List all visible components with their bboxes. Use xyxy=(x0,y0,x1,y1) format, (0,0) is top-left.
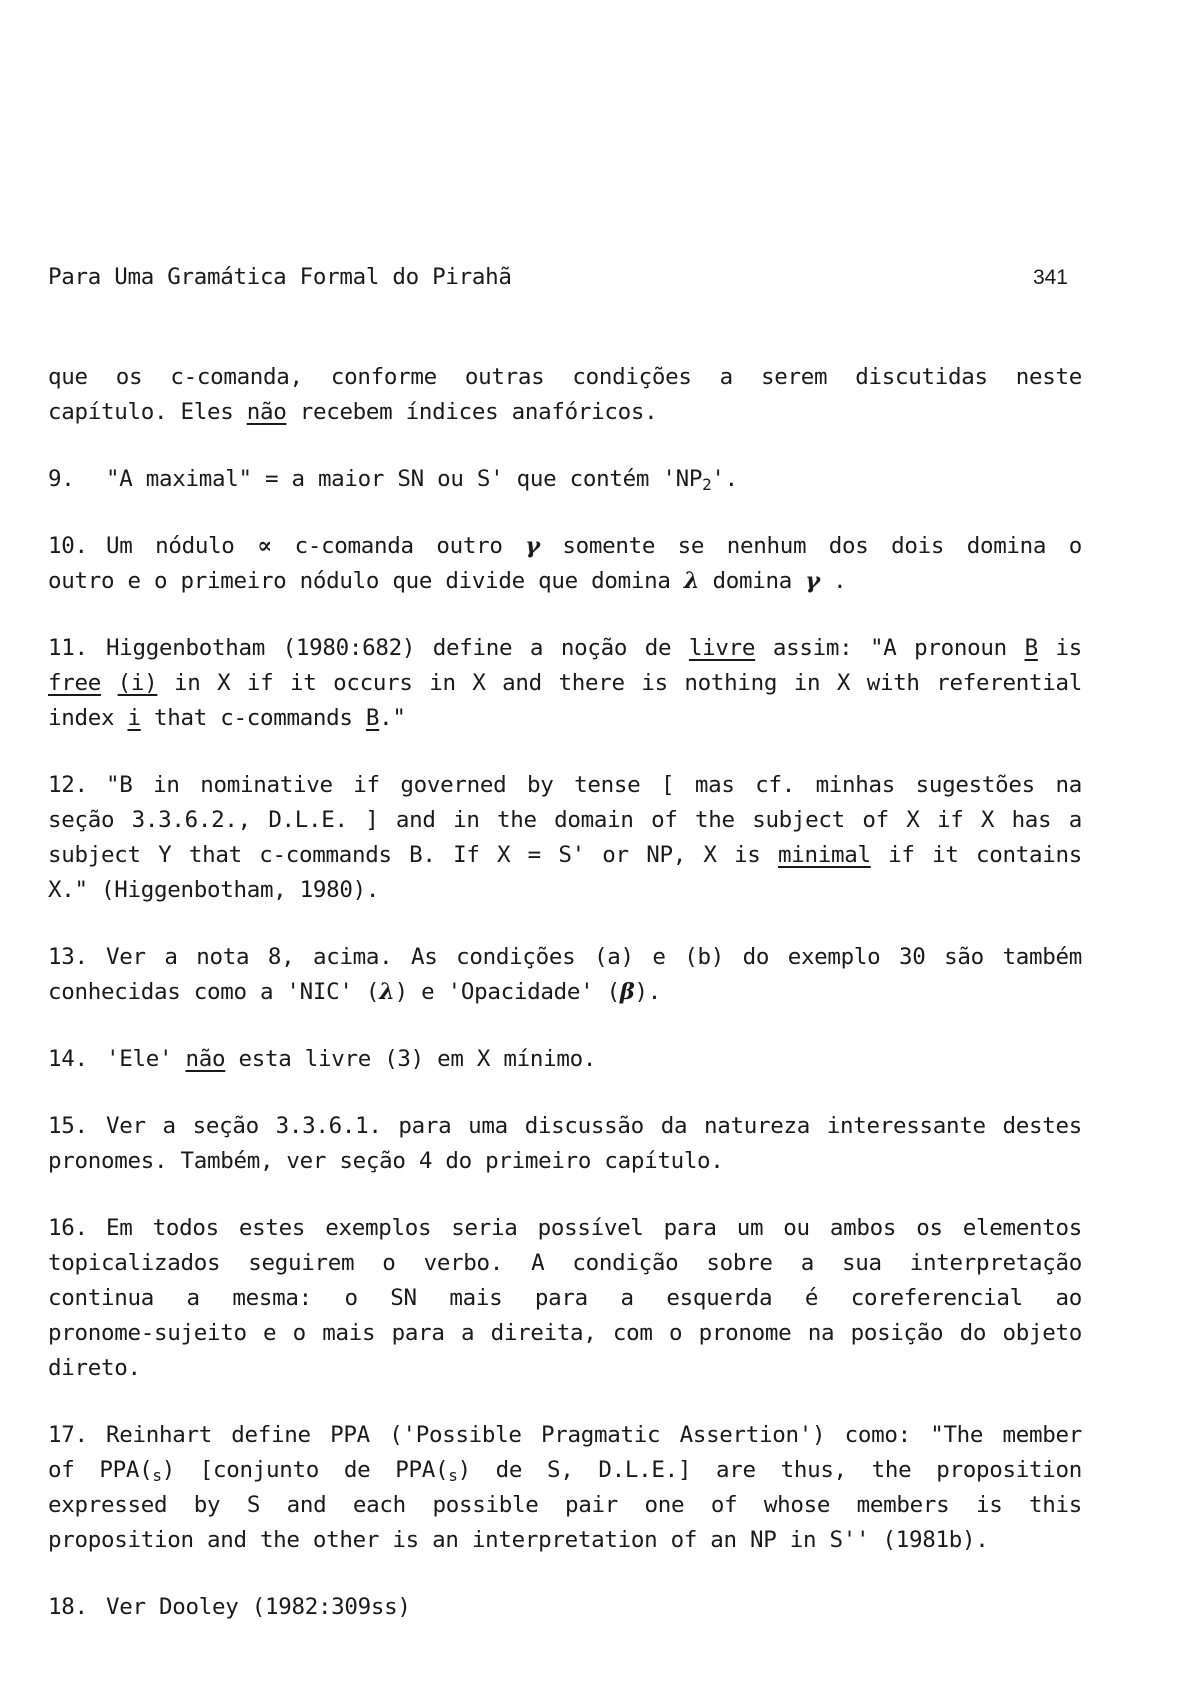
note-line: of $PPA(_s)$ [conjunto de $PPA(_s)$ de S, D.L.E.] are thus, the proposition xyxy=(48,1457,1082,1485)
book-title: Para Uma Gramática Formal do Pirahã xyxy=(48,264,512,290)
note-line: seção 3.3.6.2., D.L.E. ] and in the domain of the subject of X if X has a xyxy=(48,807,1082,833)
note-number: 12. xyxy=(48,772,88,798)
note-line: 9. "A maximal" = a maior SN ou S' que contém '$NP_2$'. xyxy=(48,462,1082,497)
note-14 xyxy=(48,1042,1082,1077)
note-line: 17. Reinhart define PPA ('Possible Pragmatic Assertion') como: "The member xyxy=(48,1418,1082,1453)
note-line: capítulo. Eles não recebem índices anafóricos. xyxy=(48,399,658,425)
gamma-symbol: γ xyxy=(805,568,820,594)
emphasis: B xyxy=(1024,635,1038,661)
emphasis: não xyxy=(246,399,287,425)
alpha-symbol: ∝ xyxy=(257,533,272,559)
note-11 xyxy=(48,631,1082,736)
note-continuation xyxy=(48,360,1082,430)
note-9 xyxy=(48,462,1082,497)
page-number: 341 xyxy=(1032,266,1068,289)
note-number: 15. xyxy=(48,1113,88,1139)
emphasis: (i) xyxy=(117,670,158,696)
note-number: 14. xyxy=(48,1046,88,1072)
note-line: free (i) in X if it occurs in X and there is nothing in X with referential xyxy=(48,670,1082,696)
emphasis: não xyxy=(185,1046,226,1072)
lambda-symbol: λ xyxy=(683,568,700,594)
note-line: expressed by S and each possible pair one of whose members is this xyxy=(48,1492,1082,1518)
emphasis: minimal xyxy=(778,842,871,868)
note-line: proposition and the other is an interpretation of an NP in S'' (1981b). xyxy=(48,1527,989,1553)
gamma-symbol: γ xyxy=(525,533,540,559)
note-line: pronome-sujeito e o mais para a direita, com o pronome na posição do objeto xyxy=(48,1320,1082,1346)
subscript: 2 xyxy=(702,475,712,494)
endnotes xyxy=(48,360,1082,1657)
note-line: 13. Ver a nota 8, acima. As condições (a) e (b) do exemplo 30 são também xyxy=(48,940,1082,975)
emphasis: free xyxy=(48,670,101,696)
note-number: 9. xyxy=(48,466,75,492)
note-line: 10. Um nódulo ∝ c-comanda outro γ somente se nenhum dos dois domina o xyxy=(48,529,1082,564)
emphasis: livre xyxy=(688,635,756,661)
note-line: 18. Ver Dooley (1982:309ss) xyxy=(48,1590,1082,1625)
note-line: topicalizados seguirem o verbo. A condição sobre a sua interpretação xyxy=(48,1250,1082,1276)
note-number: 10. xyxy=(48,533,88,559)
note-16 xyxy=(48,1211,1082,1386)
note-13 xyxy=(48,940,1082,1010)
note-line: conhecidas como a 'NIC' (λ) e 'Opacidade' (β). xyxy=(48,979,661,1005)
note-line: 15. Ver a seção 3.3.6.1. para uma discussão da natureza interessante destes xyxy=(48,1109,1082,1144)
note-number: 18. xyxy=(48,1594,88,1620)
note-line: 11. Higgenbotham (1980:682) define a noção de livre assim: "A pronoun B is xyxy=(48,631,1082,666)
note-line: 12. "B in nominative if governed by tense [ mas cf. minhas sugestões na xyxy=(48,768,1082,803)
note-line: que os c-comanda, conforme outras condições a serem discutidas neste xyxy=(48,364,1082,390)
note-line: direto. xyxy=(48,1355,141,1381)
note-10 xyxy=(48,529,1082,599)
note-line: outro e o primeiro nódulo que divide que domina λ domina γ . xyxy=(48,568,847,594)
emphasis: i xyxy=(127,705,141,731)
note-line: 16. Em todos estes exemplos seria possível para um ou ambos os elementos xyxy=(48,1211,1082,1246)
note-line: index i that c-commands B." xyxy=(48,705,406,731)
lambda-symbol: λ xyxy=(379,979,395,1005)
subscript: s xyxy=(448,1466,458,1485)
subscript: s xyxy=(152,1466,162,1485)
note-number: 13. xyxy=(48,944,88,970)
note-line: subject Y that c-commands B. If X = S' or NP, X is minimal if it contains xyxy=(48,842,1082,868)
note-17 xyxy=(48,1418,1082,1558)
note-15 xyxy=(48,1109,1082,1179)
note-line: pronomes. Também, ver seção 4 do primeiro capítulo. xyxy=(48,1148,724,1174)
note-number: 11. xyxy=(48,635,88,661)
note-line: X." (Higgenbotham, 1980). xyxy=(48,877,380,903)
note-18 xyxy=(48,1590,1082,1625)
note-12 xyxy=(48,768,1082,908)
note-number: 16. xyxy=(48,1215,88,1241)
emphasis: B xyxy=(365,705,380,731)
note-number: 17. xyxy=(48,1422,88,1448)
note-line: continua a mesma: o SN mais para a esquerda é coreferencial ao xyxy=(48,1285,1082,1311)
beta-symbol: β xyxy=(619,979,635,1005)
running-header xyxy=(48,264,1068,294)
note-line: 14. 'Ele' não esta livre (3) em X mínimo. xyxy=(48,1042,1082,1077)
